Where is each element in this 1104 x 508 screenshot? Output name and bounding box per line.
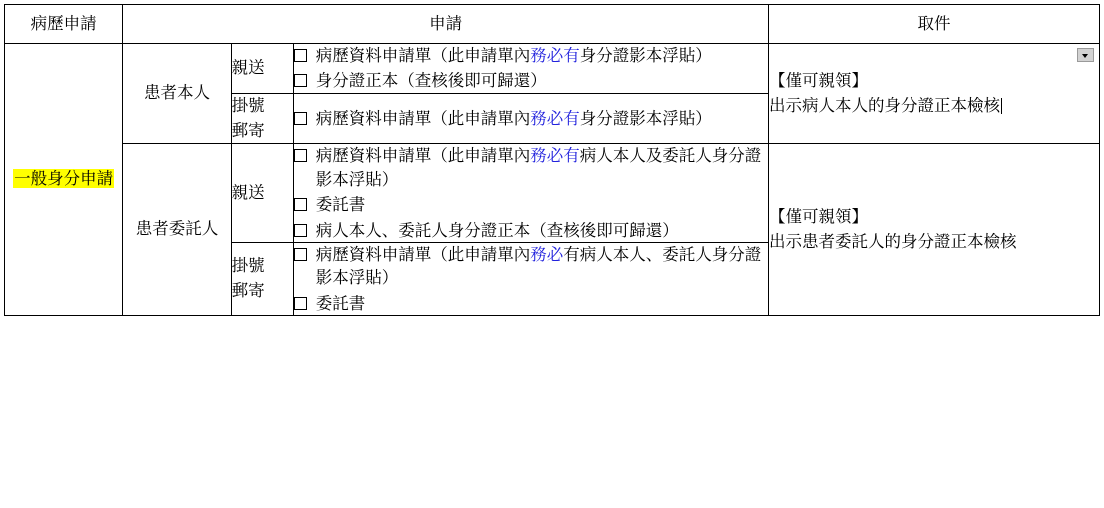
items-cell <box>293 93 768 144</box>
checkbox-icon[interactable] <box>294 248 307 261</box>
item-text: 病歷資料申請單（此申請單內務必有身分證影本浮貼） <box>315 108 712 128</box>
table-row <box>5 144 1100 243</box>
chevron-down-icon[interactable] <box>1077 48 1094 62</box>
item-text: 病歷資料申請單（此申請單內務必有身分證影本浮貼） <box>315 46 712 65</box>
item-text: 身分證正本（查核後即可歸還） <box>315 71 547 91</box>
pickup-desc: 出示患者委託人的身分證正本檢核 <box>769 231 1017 251</box>
document-page <box>0 4 1104 508</box>
item-text: 病歷資料申請單（此申請單內務必有病人本人及委託人身分證影本浮貼） <box>315 146 762 189</box>
list-item <box>294 69 768 92</box>
list-item <box>294 243 768 290</box>
pickup-title: 【僅可親領】 <box>769 207 869 227</box>
checkbox-icon[interactable] <box>294 297 307 310</box>
list-item <box>294 193 768 216</box>
method-cell-mail: 掛號 郵寄 <box>231 243 293 316</box>
header-pickup: 取件 <box>769 5 1100 44</box>
checkbox-icon[interactable] <box>294 149 307 162</box>
checkbox-icon[interactable] <box>294 74 307 87</box>
pickup-title: 【僅可親領】 <box>769 70 869 90</box>
items-cell <box>293 144 768 243</box>
pickup-cell-patient <box>769 44 1100 144</box>
category-cell <box>5 44 123 316</box>
item-text: 委託書 <box>315 293 366 313</box>
method-cell-inperson: 親送 <box>231 44 293 94</box>
item-text: 病人本人、委託人身分證正本（查核後即可歸還） <box>315 220 679 240</box>
list-item <box>294 219 768 242</box>
checkbox-icon[interactable] <box>294 224 307 237</box>
item-text: 病歷資料申請單（此申請單內務必有病人本人、委託人身分證影本浮貼） <box>315 245 762 288</box>
item-text: 委託書 <box>315 195 366 215</box>
medical-record-application-table <box>4 4 1100 316</box>
list-item <box>294 292 768 315</box>
checkbox-icon[interactable] <box>294 198 307 211</box>
items-cell <box>293 44 768 94</box>
list-item <box>294 44 768 67</box>
list-item <box>294 144 768 191</box>
header-apply: 申請 <box>123 5 769 44</box>
header-category: 病歷申請 <box>5 5 123 44</box>
method-cell-mail: 掛號 郵寄 <box>231 93 293 144</box>
table-row <box>5 44 1100 94</box>
person-cell-proxy: 患者委託人 <box>123 144 231 316</box>
pickup-desc: 出示病人本人的身分證正本檢核 <box>769 95 1001 115</box>
method-cell-inperson: 親送 <box>231 144 293 243</box>
checkbox-icon[interactable] <box>294 112 307 125</box>
list-item <box>294 107 768 130</box>
person-cell-patient: 患者本人 <box>123 44 231 144</box>
text-cursor <box>1001 98 1002 114</box>
items-cell <box>293 243 768 316</box>
category-label: 一般身分申請 <box>14 169 114 189</box>
table-header-row <box>5 5 1100 44</box>
pickup-cell-proxy <box>769 144 1100 316</box>
checkbox-icon[interactable] <box>294 49 307 62</box>
